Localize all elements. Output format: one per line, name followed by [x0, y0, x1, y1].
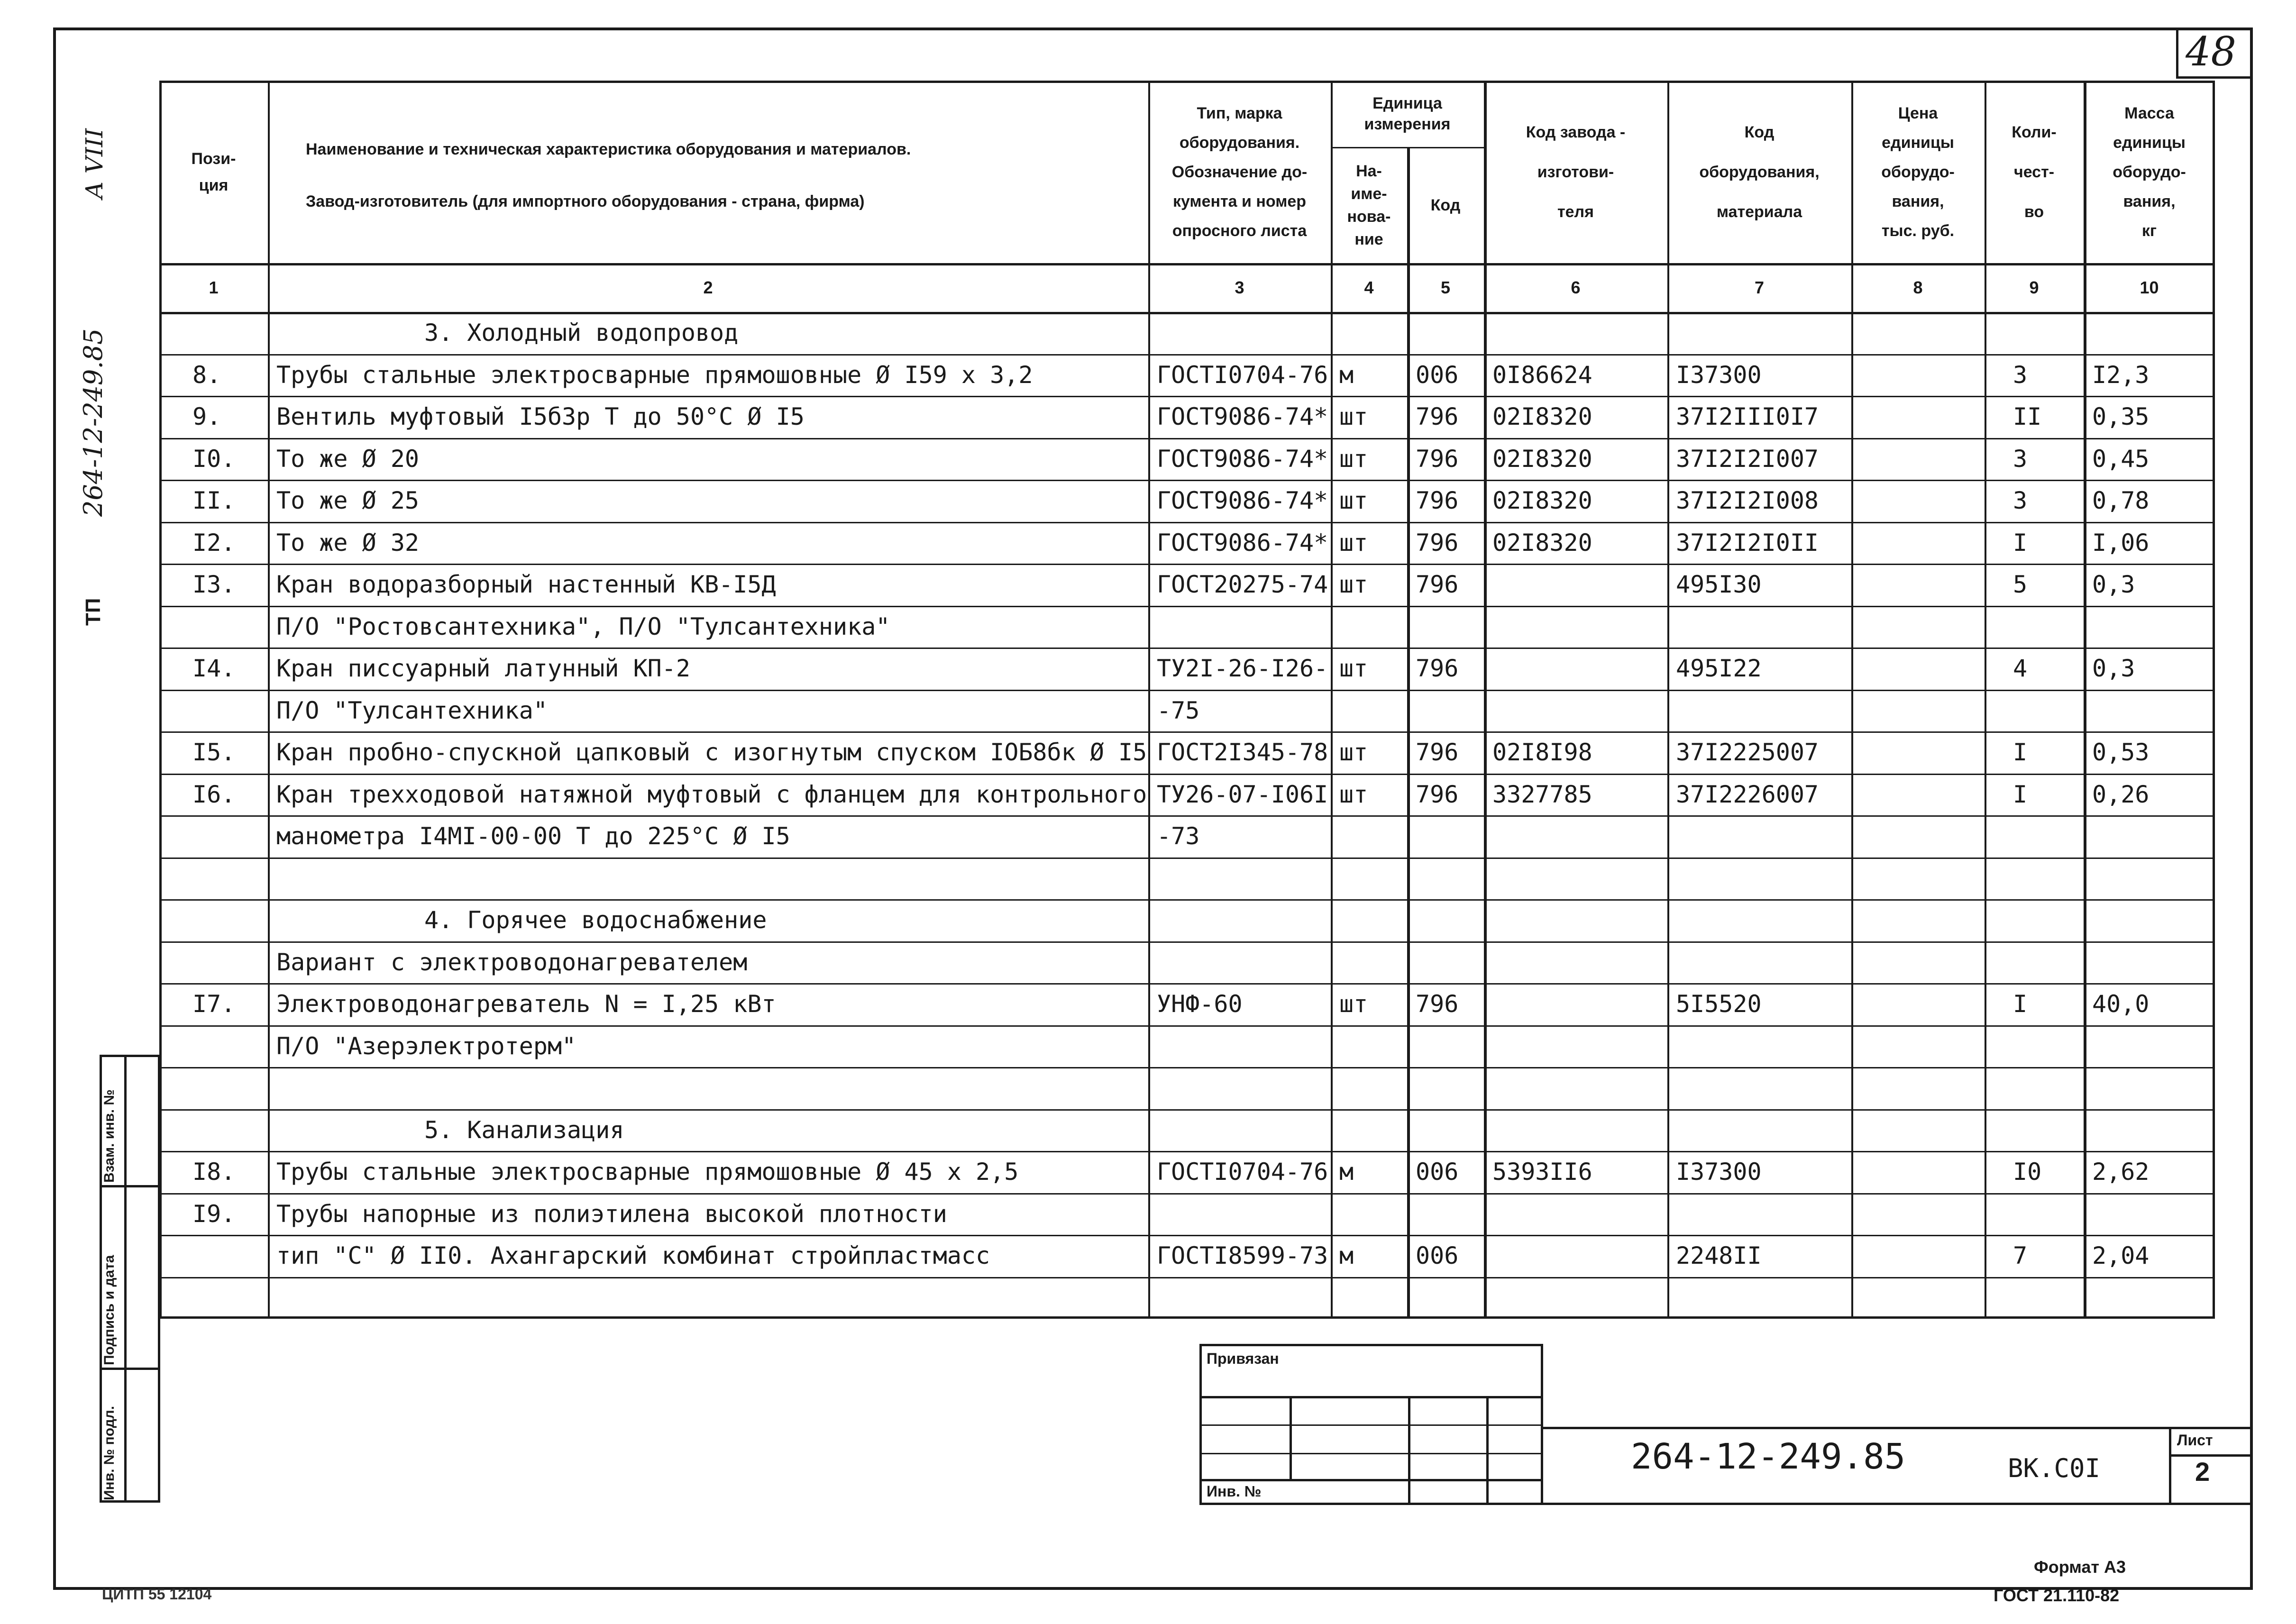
cell-code: 796	[1416, 403, 1459, 430]
row-line	[159, 396, 2215, 397]
cell-unit: м	[1339, 1158, 1354, 1186]
cell-qty: 3	[2013, 487, 2028, 514]
cell-qty: II	[2013, 403, 2042, 430]
cell-qty: 4	[2013, 655, 2028, 682]
cell-name: Кран водоразборный настенный КВ-I5Д	[276, 571, 776, 598]
header-equipment-code-line: оборудования,	[1699, 163, 1820, 181]
header-mass-line: вания,	[2123, 192, 2176, 210]
cell-name: То же Ø 20	[276, 445, 420, 473]
cell-qty: I	[2013, 990, 2028, 1018]
row-line	[159, 815, 2215, 817]
cell-qty: 3	[2013, 361, 2028, 389]
header-price-line: тыс. руб.	[1881, 221, 1955, 240]
column-number: 4	[1364, 278, 1374, 297]
cell-name: То же Ø 32	[276, 529, 420, 557]
header-type-line: Тип, марка	[1197, 104, 1282, 122]
cell-mass: 0,35	[2092, 403, 2150, 430]
stamp-line	[1199, 1396, 1543, 1398]
header-mass-line: кг	[2141, 221, 2157, 240]
cell-unit: шт	[1339, 487, 1368, 514]
cell-doc: ГОСТI8599-73	[1157, 1242, 1328, 1269]
cell-code: 796	[1416, 780, 1459, 808]
cell-mass: 40,0	[2092, 990, 2150, 1018]
cell-mass: 2,62	[2092, 1158, 2150, 1186]
header-mass	[2084, 81, 2215, 263]
stamp-line	[1486, 1396, 1489, 1505]
row-line	[159, 1025, 2215, 1027]
header-maker-code-line: изготови-	[1537, 163, 1614, 181]
cell-maker: 0I86624	[1492, 361, 1592, 389]
cell-unit: шт	[1339, 403, 1368, 430]
cell-name: Кран пробно-спускной цапковый с изогнутым спуском IОБ8бк Ø I5	[276, 739, 1147, 766]
cell-mass: I,06	[2092, 529, 2150, 557]
side-inv-podl: Инв. № подл.	[101, 1405, 117, 1500]
cell-unit: шт	[1339, 739, 1368, 766]
cell-equip: 37I2I2I0II	[1676, 529, 1819, 557]
cell-name: Вентиль муфтовый I5б3р Т до 50°С Ø I5	[276, 403, 805, 430]
cell-qty: I	[2013, 739, 2028, 766]
cell-maker: 5393II6	[1492, 1158, 1592, 1186]
row-line	[159, 606, 2215, 607]
header-maker-code-line: Код завода -	[1526, 123, 1626, 141]
header-line	[159, 312, 2215, 314]
cell-name: Трубы напорные из полиэтилена высокой плотности	[276, 1200, 947, 1228]
cell-code: 796	[1416, 990, 1459, 1018]
row-line	[159, 941, 2215, 943]
cell-pos: 9.	[192, 403, 221, 430]
print-code: ЦИТП 55 12104	[102, 1586, 212, 1603]
row-line	[159, 858, 2215, 859]
cell-doc: -73	[1157, 822, 1200, 850]
cell-name: Трубы стальные электросварные прямошовные Ø I59 x 3,2	[276, 361, 1033, 389]
cell-name: тип "С" Ø II0. Ахангарский комбинат стройпластмасс	[276, 1242, 990, 1269]
row-line	[159, 522, 2215, 523]
cell-unit: шт	[1339, 780, 1368, 808]
column-number: 10	[2140, 278, 2159, 297]
stamp-line	[1408, 1396, 1410, 1505]
header-unit-name-line: ние	[1354, 230, 1383, 248]
header-price-line: единицы	[1882, 133, 1954, 152]
column-number: 3	[1235, 278, 1244, 297]
cell-equip: 37I2III0I7	[1676, 403, 1819, 430]
format-label: Формат А3	[2034, 1557, 2126, 1577]
header-unit-name	[1331, 147, 1407, 263]
sheet-label: Лист	[2177, 1432, 2213, 1449]
header-quantity-line: Коли-	[2012, 123, 2057, 141]
cell-doc: ГОСТ2I345-78	[1157, 739, 1328, 766]
cell-name: Вариант с электроводонагревателем	[276, 948, 748, 976]
header-price-line: Цена	[1898, 104, 1938, 122]
header-equipment-code	[1667, 81, 1851, 263]
cell-code: 796	[1416, 487, 1459, 514]
cell-pos: I4.	[192, 655, 236, 682]
cell-equip: 495I30	[1676, 571, 1762, 598]
header-mass-line: оборудо-	[2113, 163, 2186, 181]
row-line	[159, 899, 2215, 901]
cell-equip: 37I2I2I008	[1676, 487, 1819, 514]
cell-equip: 5I5520	[1676, 990, 1762, 1018]
cell-unit: м	[1339, 1242, 1354, 1269]
cell-pos: I7.	[192, 990, 236, 1018]
header-mass-line: Масса	[2124, 104, 2174, 122]
cell-maker: 02I8320	[1492, 403, 1592, 430]
cell-doc: ГОСТ9086-74*	[1157, 445, 1328, 473]
binding-divider	[124, 1055, 127, 1503]
column-number: 9	[2029, 278, 2039, 297]
cell-doc: УНФ-60	[1157, 990, 1243, 1018]
cell-name: Трубы стальные электросварные прямошовные Ø 45 x 2,5	[276, 1158, 1019, 1186]
cell-mass: 0,53	[2092, 739, 2150, 766]
cell-unit: м	[1339, 361, 1354, 389]
cell-maker: 02I8I98	[1492, 739, 1592, 766]
row-line	[159, 983, 2215, 985]
header-quantity	[1985, 81, 2084, 263]
cell-unit: шт	[1339, 571, 1368, 598]
cell-equip: I37300	[1676, 1158, 1762, 1186]
row-line	[159, 1235, 2215, 1236]
cell-unit: шт	[1339, 655, 1368, 682]
header-unit-group-line: Единица	[1372, 94, 1442, 112]
header-type-line: опросного листа	[1172, 221, 1307, 240]
binding-divider	[100, 1368, 160, 1370]
cell-code: 796	[1416, 445, 1459, 473]
column-number: 8	[1913, 278, 1923, 297]
header-position-line: ция	[199, 176, 229, 194]
cell-mass: 2,04	[2092, 1242, 2150, 1269]
cell-code: 796	[1416, 529, 1459, 557]
cell-unit: шт	[1339, 529, 1368, 557]
cell-name: Кран писсуарный латунный КП-2	[276, 655, 690, 682]
side-tp: ТП	[82, 598, 105, 626]
cell-maker: 02I8320	[1492, 487, 1592, 514]
cell-qty: I0	[2013, 1158, 2042, 1186]
cell-mass: I2,3	[2092, 361, 2150, 389]
stamp-line	[2169, 1427, 2171, 1505]
cell-name: манометра I4МI-00-00 Т до 225°С Ø I5	[276, 822, 790, 850]
cell-doc: -75	[1157, 696, 1200, 724]
side-inv-vzam: Взам. инв. №	[101, 1089, 117, 1183]
header-unit-group	[1331, 81, 1484, 147]
cell-pos: II.	[192, 487, 236, 514]
row-line	[159, 731, 2215, 733]
header-equipment-code-line: Код	[1744, 123, 1775, 141]
cell-pos: I5.	[192, 739, 236, 766]
cell-doc: ТУ2I-26-I26-	[1157, 655, 1328, 682]
column-number: 5	[1440, 278, 1451, 297]
row-line	[159, 438, 2215, 439]
cell-doc: ГОСТ9086-74*	[1157, 487, 1328, 514]
stamp-line	[1199, 1479, 1543, 1481]
cell-equip: 37I2225007	[1676, 739, 1819, 766]
header-name-line: Завод-изготовитель (для импортного оборудования - страна, фирма)	[306, 192, 865, 210]
header-position-line: Пози-	[191, 149, 236, 168]
cell-pos: I8.	[192, 1158, 236, 1186]
cell-name: П/О "Азерэлектротерм"	[276, 1032, 576, 1060]
header-type-line: оборудования.	[1179, 133, 1300, 152]
row-line	[159, 774, 2215, 775]
cell-code: 796	[1416, 739, 1459, 766]
cell-equip: 37I2I2I007	[1676, 445, 1819, 473]
cell-mass: 0,45	[2092, 445, 2150, 473]
header-position	[159, 81, 268, 263]
cell-maker: 02I8320	[1492, 529, 1592, 557]
stamp-line	[2169, 1454, 2253, 1457]
binding-divider	[100, 1185, 160, 1187]
cell-pos: I2.	[192, 529, 236, 557]
attached-label: Привязан	[1207, 1350, 1279, 1367]
header-quantity-line: во	[2024, 202, 2044, 221]
cell-equip: 2248II	[1676, 1242, 1762, 1269]
cell-doc: ГОСТI0704-76	[1157, 361, 1328, 389]
cell-code: 796	[1416, 655, 1459, 682]
cell-doc: ТУ26-07-I06I	[1157, 780, 1328, 808]
row-line	[159, 1109, 2215, 1111]
header-unit-name-line: име-	[1351, 184, 1387, 203]
row-line	[159, 1151, 2215, 1152]
cell-name: П/О "Тулсантехника"	[276, 696, 548, 724]
cell-mass: 0,3	[2092, 571, 2135, 598]
cell-unit: шт	[1339, 990, 1368, 1018]
cell-name: Кран трехходовой натяжной муфтовый с фланцем для контрольного	[276, 780, 1147, 808]
header-price-line: оборудо-	[1881, 163, 1955, 181]
row-line	[159, 480, 2215, 481]
gost-label: ГОСТ 21.110-82	[1994, 1586, 2120, 1605]
header-quantity-line: чест-	[2013, 163, 2055, 181]
header-type	[1148, 81, 1331, 263]
cell-qty: 3	[2013, 445, 2028, 473]
cell-pos: I9.	[192, 1200, 236, 1228]
corner-sheet-number: 48	[2186, 28, 2236, 75]
cell-mass: 0,26	[2092, 780, 2150, 808]
header-price-line: вания,	[1892, 192, 1944, 210]
cell-equip: 495I22	[1676, 655, 1762, 682]
header-unit-code-line: Код	[1430, 196, 1461, 214]
cell-name: П/О "Ростовсантехника", П/О "Тулсантехника"	[276, 612, 890, 640]
header-mass-line: единицы	[2113, 133, 2186, 152]
cell-code: 006	[1416, 1242, 1459, 1269]
column-number: 2	[703, 278, 713, 297]
header-price	[1851, 81, 1985, 263]
cell-maker: 02I8320	[1492, 445, 1592, 473]
cell-unit: шт	[1339, 445, 1368, 473]
cell-name: 5. Канализация	[424, 1116, 624, 1144]
cell-maker: 3327785	[1492, 780, 1592, 808]
inv-label: Инв. №	[1207, 1483, 1262, 1500]
cell-name: 4. Горячее водоснабжение	[424, 906, 767, 934]
cell-doc: ГОСТI0704-76	[1157, 1158, 1328, 1186]
column-number: 6	[1571, 278, 1581, 297]
header-unit-code	[1407, 147, 1484, 263]
cell-name: 3. Холодный водопровод	[424, 319, 739, 347]
column-number: 7	[1754, 278, 1765, 297]
header-name	[306, 123, 1110, 228]
row-line	[159, 1067, 2215, 1068]
column-number: 1	[209, 278, 219, 297]
cell-qty: 5	[2013, 571, 2028, 598]
cell-doc: ГОСТ9086-74*	[1157, 529, 1328, 557]
header-unit-group-line: измерения	[1364, 115, 1451, 133]
header-type-line: кумента и номер	[1172, 192, 1307, 210]
side-album: А VIII	[81, 128, 108, 199]
header-unit-name-line: нова-	[1347, 207, 1391, 226]
row-line	[159, 354, 2215, 356]
header-maker-code-line: теля	[1557, 202, 1594, 221]
cell-equip: I37300	[1676, 361, 1762, 389]
cell-qty: 7	[2013, 1242, 2028, 1269]
header-type-line: Обозначение до-	[1171, 163, 1308, 181]
stamp-line	[1199, 1453, 1543, 1454]
header-name-line: Наименование и техническая характеристика оборудования и материалов.	[306, 140, 911, 158]
cell-pos: I0.	[192, 445, 236, 473]
cell-equip: 37I2226007	[1676, 780, 1819, 808]
row-line	[159, 648, 2215, 649]
row-line	[159, 1193, 2215, 1195]
side-signature-date: Подпись и дата	[101, 1255, 117, 1365]
cell-name: То же Ø 25	[276, 487, 420, 514]
cell-doc: ГОСТ9086-74*	[1157, 403, 1328, 430]
row-line	[159, 690, 2215, 691]
cell-name: Электроводонагреватель N = I,25 кВт	[276, 990, 776, 1018]
doc-code: ВК.С0I	[2008, 1453, 2101, 1483]
stamp-line	[1290, 1396, 1292, 1479]
side-project-number: 264-12-249.85	[78, 328, 108, 517]
cell-pos: I3.	[192, 571, 236, 598]
cell-mass: 0,3	[2092, 655, 2135, 682]
cell-qty: I	[2013, 780, 2028, 808]
cell-mass: 0,78	[2092, 487, 2150, 514]
row-line	[159, 1277, 2215, 1278]
cell-qty: I	[2013, 529, 2028, 557]
header-equipment-code-line: материала	[1716, 202, 1802, 221]
doc-number: 264-12-249.85	[1631, 1436, 1906, 1477]
cell-code: 006	[1416, 1158, 1459, 1186]
cell-code: 006	[1416, 361, 1459, 389]
sheet-value: 2	[2195, 1457, 2210, 1487]
cell-pos: I6.	[192, 780, 236, 808]
stamp-line	[1199, 1424, 1543, 1426]
header-unit-name-line: На-	[1356, 162, 1382, 180]
cell-doc: ГОСТ20275-74	[1157, 571, 1328, 598]
cell-pos: 8.	[192, 361, 221, 389]
header-maker-code	[1484, 81, 1667, 263]
row-line	[159, 564, 2215, 565]
cell-code: 796	[1416, 571, 1459, 598]
